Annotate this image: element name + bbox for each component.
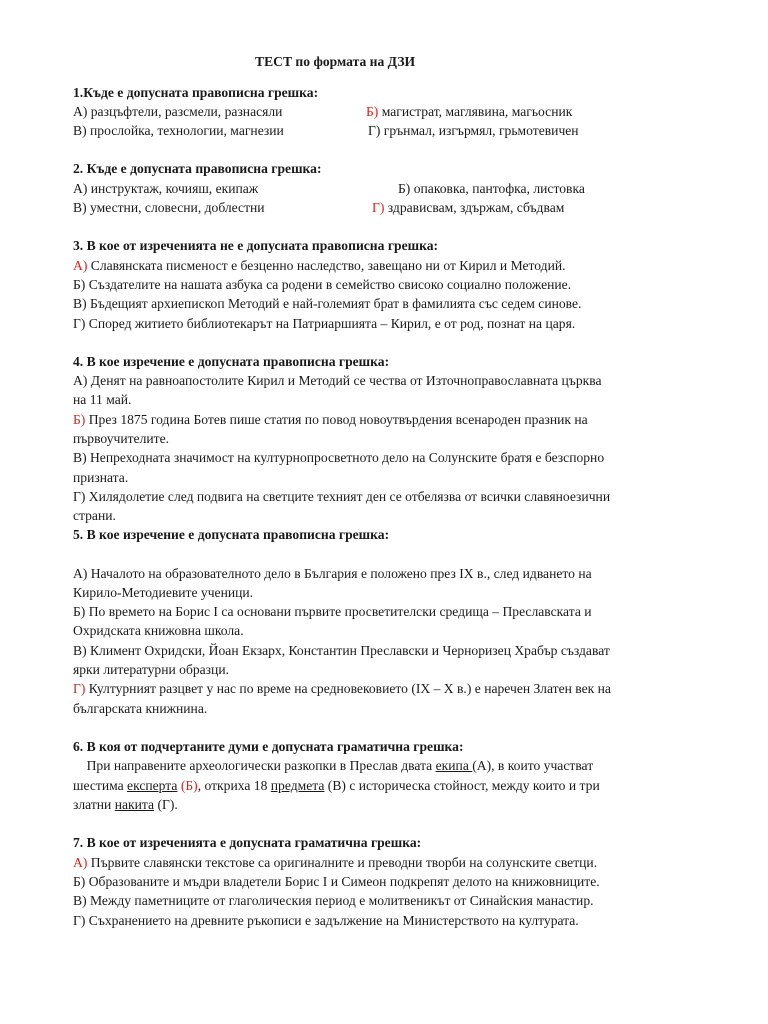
q3-answer-marker: А) [73, 258, 88, 273]
question-4-text: 4. В кое изречение е допусната правописна грешка: [73, 354, 390, 369]
q4-option-b-line-1 [73, 410, 728, 429]
q1-option-a: А) разцъфтели, разсмели, разнасяли [73, 104, 283, 119]
q6-text-3: шестима [73, 778, 128, 793]
question-6-text: 6. В коя от подчертаните думи е допусната граматична грешка: [73, 739, 464, 754]
q6-text-4: , откриха 18 [197, 778, 271, 793]
question-5-text: 5. В кое изречение е допусната правописна грешка: [73, 527, 390, 542]
q3-option-v: В) Бъдещият архиепископ Методий е най-големият брат в фамилията със седем синове. [73, 296, 582, 311]
q6-underlined-word-a: екипа [435, 758, 473, 773]
q1-option-v: В) прослойка, технологии, магнезии [73, 123, 284, 138]
q5-option-a-line-1: А) Началото на образователното дело в България е положено през IX в., след идването на [73, 566, 592, 581]
q2-answer-marker: Г) [372, 200, 385, 215]
question-7-text: 7. В кое от изреченията е допусната граматична грешка: [73, 835, 422, 850]
q2-option-v: В) уместни, словесни, доблестни [73, 200, 265, 215]
q4-option-b-line-2: първоучителите. [73, 431, 170, 446]
q5-option-b-line-2: Охридската книжовна школа. [73, 623, 244, 638]
q1-answer-marker: Б) [366, 104, 379, 119]
page-title: ТЕСТ по формата на ДЗИ [255, 54, 416, 69]
q7-option-a [73, 853, 728, 872]
q1-option-b-text: магистрат, маглявина, магьосник [378, 104, 573, 119]
q5-option-g-text: Културният разцвет у нас по време на средновековието (IX – X в.) е наречен Златен век на [85, 681, 611, 696]
q4-option-a-line-1: А) Денят на равноапостолите Кирил и Методий се чества от Източноправославната църква [73, 373, 602, 388]
q1-row-2 [73, 121, 728, 140]
q4-option-v-line-1: В) Непреходната значимост на културнопросветното дело на Солунските братя е безспорно [73, 450, 605, 465]
q6-paragraph-line-1 [73, 756, 728, 775]
q4-option-b-text: През 1875 година Ботев пише статия по повод новоутвърдения всенароден празник на [85, 412, 588, 427]
q1-option-b [366, 102, 572, 121]
q6-text-1: При направените археологически разкопки в Преслав двата [73, 758, 436, 773]
q7-option-a-text: Първите славянски текстове са оригиналните и преводни творби на солунските светци. [87, 855, 598, 870]
q7-option-g: Г) Съхранението на древните ръкописи е задължение на Министерството на културата. [73, 913, 579, 928]
q6-underlined-word-g: накита [114, 797, 155, 812]
q6-text-5: (В) с историческа стойност, между които и три [324, 778, 600, 793]
q6-paragraph-line-3 [73, 795, 728, 814]
q6-answer-marker: (Б) [177, 778, 198, 793]
q6-underlined-word-b: експерта [127, 778, 178, 793]
q5-option-v-line-2: ярки литературни образци. [73, 662, 230, 677]
question-2-text: 2. Къде е допусната правописна грешка: [73, 161, 322, 176]
q4-answer-marker: Б) [73, 412, 86, 427]
q4-option-g-line-2: страни. [73, 508, 116, 523]
q3-option-a [73, 256, 728, 275]
q6-underlined-word-v: предмета [270, 778, 325, 793]
q4-option-g-line-1: Г) Хилядолетие след подвига на светците техният ден се отбелязва от всички славяноезични [73, 489, 611, 504]
q6-paragraph-line-2 [73, 776, 728, 795]
q5-option-b-line-1: Б) По времето на Борис I са основани първите просветителски средища – Преславската и [73, 604, 592, 619]
q2-option-b: Б) опаковка, пантофка, листовка [398, 181, 585, 196]
q7-answer-marker: А) [73, 855, 88, 870]
q2-row-1 [73, 179, 728, 198]
q1-row-1 [73, 102, 728, 121]
question-3-text: 3. В кое от изреченията не е допусната правописна грешка: [73, 238, 439, 253]
q6-text-6: златни [73, 797, 115, 812]
question-1-text: 1.Къде е допусната правописна грешка: [73, 85, 319, 100]
q7-option-b: Б) Образованите и мъдри владетели Борис I и Симеон подкрепят делото на книжовниците. [73, 874, 600, 889]
q2-option-a: А) инструктаж, кочияш, екипаж [73, 181, 259, 196]
q4-option-a-line-2: на 11 май. [73, 392, 132, 407]
q5-option-v-line-1: В) Климент Охридски, Йоан Екзарх, Константин Преславски и Черноризец Храбър създават [73, 643, 610, 658]
q3-option-a-text: Славянската писменост е безценно наследство, завещано ни от Кирил и Методий. [87, 258, 566, 273]
q5-answer-marker: Г) [73, 681, 86, 696]
q6-text-7: (Г). [154, 797, 178, 812]
q3-option-b: Б) Създателите на нашата азбука са родени в семейство свисоко социално положение. [73, 277, 572, 292]
q2-option-g-text: здрависвам, здържам, сбъдвам [384, 200, 565, 215]
q2-row-2 [73, 198, 728, 217]
q7-option-v: В) Между паметниците от глаголическия период е молитвеникът от Синайския манастир. [73, 893, 594, 908]
q6-text-2: (А), в които участват [472, 758, 594, 773]
q5-option-g-line-1 [73, 679, 728, 698]
q1-option-g: Г) грънмал, изгърмял, грьмотевичен [368, 123, 579, 138]
q5-option-g-line-2: българската книжнина. [73, 701, 208, 716]
q5-option-a-line-2: Кирило-Методиевите ученици. [73, 585, 254, 600]
q3-option-g: Г) Според житието библиотекарът на Патриаршията – Кирил, е от род, познат на царя. [73, 316, 576, 331]
q4-option-v-line-2: призната. [73, 470, 129, 485]
q2-option-g [372, 198, 564, 217]
